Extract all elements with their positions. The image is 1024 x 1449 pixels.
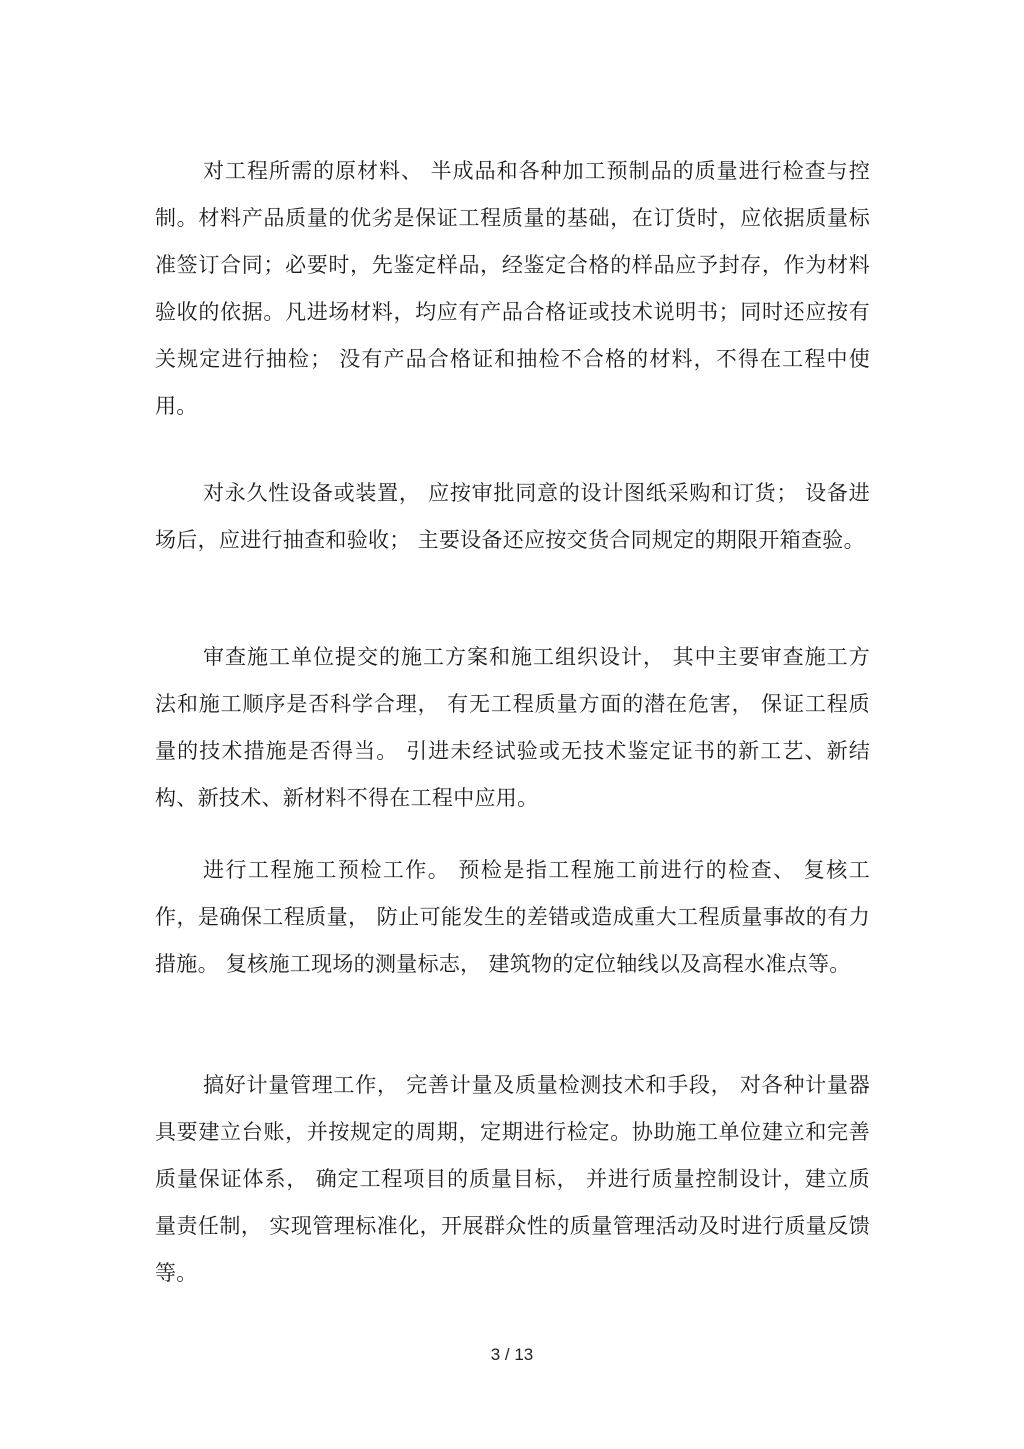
paragraph-metrology-management: 搞好计量管理工作， 完善计量及质量检测技术和手段， 对各种计量器具要建立台账，并按规定的周期，定期进行检定。协助施工单位建立和完善质量保证体系， 确定工程项目的质量目标， 并进行质量控制设计，建立质量责任制， 实现管理标准化，开展群众性的质量管理活动及时进行质量反馈等。 bbox=[155, 1073, 870, 1285]
paragraph-materials-control: 对工程所需的原材料、 半成品和各种加工预制品的质量进行检查与控制。材料产品质量的优劣是保证工程质量的基础，在订货时，应依据质量标准签订合同；必要时，先鉴定样品，经鉴定合格的样品应予封存，作为材料验收的依据。凡进场材料，均应有产品合格证或技术说明书；同时还应按有关规定进行抽检； 没有产品合格证和抽检不合格的材料，不得在工程中使用。 bbox=[155, 159, 870, 418]
page-number: 3 / 13 bbox=[490, 1345, 534, 1364]
paragraph-pre-inspection: 进行工程施工预检工作。 预检是指工程施工前进行的检查、 复核工作，是确保工程质量， 防止可能发生的差错或造成重大工程质量事故的有力措施。 复核施工现场的测量标志， 建筑物的定位轴线以及高程水准点等。 bbox=[155, 858, 870, 976]
paragraph-equipment-inspection: 对永久性设备或装置， 应按审批同意的设计图纸采购和订货； 设备进场后，应进行抽查和验收； 主要设备还应按交货合同规定的期限开箱查验。 bbox=[155, 481, 870, 552]
paragraph-construction-plan-review: 审查施工单位提交的施工方案和施工组织设计， 其中主要审查施工方法和施工顺序是否科学合理， 有无工程质量方面的潜在危害， 保证工程质量的技术措施是否得当。 引进未经试验或无技术鉴定证书的新工艺、新结构、新技术、新材料不得在工程中应用。 bbox=[155, 645, 870, 810]
